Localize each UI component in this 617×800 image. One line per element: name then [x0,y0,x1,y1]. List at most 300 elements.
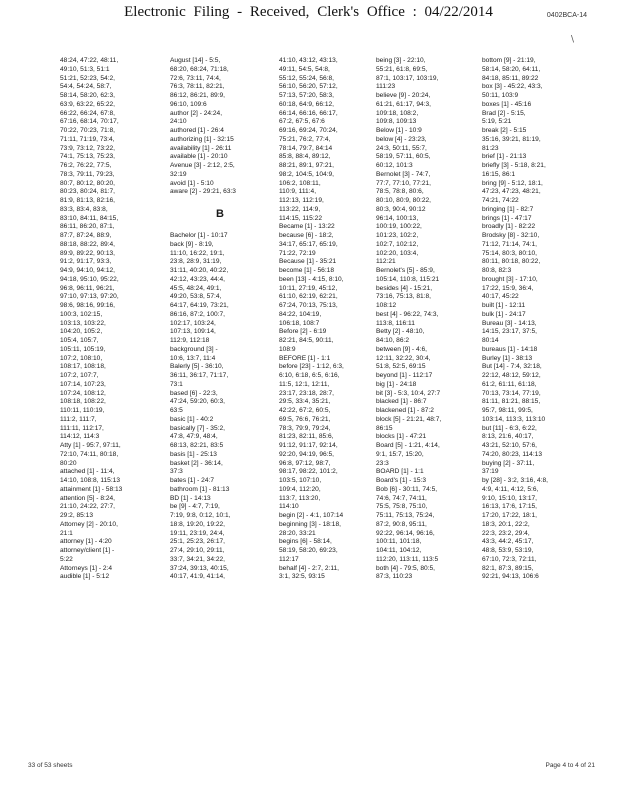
index-entry-line: 17:22, 15:9, 36:4, [482,284,534,292]
index-entry-line: bulk [1] - 24:17 [482,310,526,318]
index-entry-line: 35:16, 39:21, 81:19, [482,135,541,143]
index-entry-line: 22:3, 23:2, 29:4, [482,529,530,537]
index-entry-line: big [1] - 24:18 [376,380,417,388]
index-entry-line: Bob [6] - 30:11, 74:5, [376,485,438,493]
index-entry-line: 75:21, 76:2, 77:4, [279,135,331,143]
index-entry-line: box [3] - 45:22, 43:3, [482,83,543,91]
index-entry-line: 21:10, 24:22, 27:7, [60,503,115,511]
index-entry-line: Attorney [2] - 20:10, [60,520,118,528]
index-entry-line: 67:2, 67:5, 67:6 [279,118,325,126]
index-entry-line: 8:13, 21:6, 40:17, [482,433,534,441]
margin-mark: ∖ [569,34,575,44]
index-entry-line: 5:19, 5:21 [482,118,512,126]
index-entry-line: 66:14, 66:16, 66:17, [279,109,338,117]
index-entry-line: 63:9, 63:22, 65:22, [60,100,115,108]
index-entry-line: Brodsky [8] - 32:10, [482,232,540,239]
index-entry-line: 107:14, 107:23, [60,380,106,388]
index-entry-line: basis [1] - 25:13 [170,450,217,458]
index-entry-line: break [2] - 5:15 [482,127,527,134]
index-entry-line: 87:2, 90:8, 95:11, [376,520,427,528]
header-word: : [412,4,417,20]
index-entry-line: bring [9] - 5:12, 18:1, [482,179,543,187]
index-entry-line: 66:22, 66:24, 67:8, [60,109,115,117]
index-entry-line: Bureau [3] - 14:13, [482,319,537,327]
index-entry-line: 49:10, 51:3, 51:1 [60,65,110,73]
index-entry-line: 54:4, 54:24, 58:7, [60,83,112,91]
index-entry-line: BD [1] - 14:13 [170,494,211,502]
index-entry-line: attorney [1] - 4:20 [60,538,112,546]
index-entry-line: brought [3] - 17:10, [482,275,538,283]
index-entry-line: 111:23 [376,83,396,91]
index-entry-line: begins [6] - 58:14, [279,538,332,546]
index-entry-line: bates [1] - 24:7 [170,477,214,484]
index-entry-line: attainment [1] - 58:13 [60,485,123,493]
index-entry-line: BEFORE [1] - 1:1 [279,354,331,362]
index-entry-line: bringing [1] - 82:7 [482,205,534,213]
index-entry-line: 86:15 [376,424,393,432]
index-entry-line: 91:2, 91:17, 93:3, [60,258,112,266]
index-entry-line: 60:12, 101:3 [376,162,413,169]
index-entry-line: 3:1, 32:5, 93:15 [279,573,325,581]
index-entry-line: 74:20, 80:23, 114:13 [482,450,543,458]
header-word: Received, [249,4,310,20]
index-entry-line: block [5] - 21:21, 48:7, [376,415,442,423]
index-entry-line: 50:11, 103:9 [482,92,519,99]
index-entry-line: 72:10, 74:11, 80:18, [60,450,119,458]
index-entry-line: 78:3, 79:11, 79:23, [60,170,115,178]
index-entry-line: 114:10 [279,503,299,511]
index-entry-line: 16:15, 86:1 [482,170,515,178]
index-entry-line: 105:4, 105:7, [60,337,99,344]
index-entry-line: 108:18, 108:22, [60,398,106,406]
index-entry-line: 18:8, 19:20, 19:22, [170,520,225,528]
index-entry-line: 76:3, 78:11, 82:21, [170,83,225,91]
index-entry-line: 108:12 [376,302,397,309]
index-entry-line: 69:16, 69:24, 70:24, [279,127,338,134]
index-entry-line: 107:2, 108:10, [60,354,103,362]
index-entry-line: Below [1] - 10:9 [376,127,422,134]
index-entry-line: 55:12, 55:24, 56:8, [279,74,334,82]
index-entry-line: 31:11, 40:20, 40:22, [170,267,229,274]
index-entry-line: been [13] - 4:15, 8:10, [279,275,344,283]
index-entry-line: broadly [1] - 82:22 [482,223,536,231]
index-entry-line: 107:24, 108:12, [60,389,106,397]
index-entry-line: beyond [1] - 112:17 [376,372,433,379]
index-entry-line: boxes [1] - 45:16 [482,100,532,108]
index-entry-line: 80:11, 80:18, 80:22, [482,258,541,266]
index-entry-line: 85:8, 88:4, 89:12, [279,153,331,161]
index-entry-line: 82:1, 87:3, 89:15, [482,564,534,572]
index-entry-line: 71:22, 72:19 [279,249,316,257]
index-entry-line: audible [1] - 5:12 [60,573,110,581]
index-entry-line: 47:23, 47:23, 48:21, [482,188,541,196]
index-entry-line: 91:12, 91:17, 92:14, [279,442,338,449]
index-entry-line: 81:23, 82:11, 85:6, [279,433,334,441]
index-entry-line: 34:17, 65:17, 65:19, [279,240,338,248]
index-entry-line: 78:5, 78:8, 80:6, [376,188,424,196]
index-entry-line: attached [1] - 11:4, [60,468,115,476]
index-entry-line: 67:16, 68:14, 70:17, [60,118,119,126]
index-entry-line: 22:12, 48:12, 59:12, [482,372,541,379]
index-entry-line: 41:10, 43:12, 43:13, [279,57,338,64]
index-entry-line: 42:22, 67:2, 60:5, [279,407,331,414]
index-entry-line: 111:2, 111:7, [60,415,97,423]
index-entry-line: 9:1, 15:7, 15:20, [376,450,424,458]
index-entry-line: 75:14, 80:3, 80:10, [482,249,537,257]
index-entry-line: avoid [1] - 5:10 [170,179,214,187]
index-entry-line: Attorneys [1] - 2:4 [60,564,113,572]
document-stamp: 0402BCA-14 [546,12,587,19]
index-entry-line: 102:7, 102:12, [376,240,419,248]
index-column [60,57,160,582]
index-entry-line: 80:7, 80:12, 80:20, [60,179,115,187]
index-entry-line: being [3] - 22:10, [376,57,426,64]
index-entry-line: 76:2, 76:22, 77:5, [60,162,112,169]
index-entry-line: 94:9, 94:10, 94:12, [60,267,115,274]
index-entry-line: 80:3, 90:4, 90:12 [376,205,426,213]
index-entry-line: 69:5, 76:6, 76:21, [279,415,331,423]
index-entry-line: believe [9] - 20:24, [376,92,431,99]
index-entry-line: But [14] - 7:4, 32:18, [482,363,542,371]
index-entry-line: 105:14, 110:8, 115:21 [376,275,440,283]
index-entry-line: 107:13, 109:14, [170,328,216,336]
index-entry-line: blacked [1] - 86:7 [376,398,427,406]
index-entry-line: 29:5, 33:4, 35:21, [279,398,331,406]
index-entry-line: briefly [3] - 5:18, 8:21, [482,162,546,169]
index-entry-line: 6:10, 6:18, 6:5, 6:16, [279,372,340,379]
index-entry-line: 73:9, 73:12, 73:22, [60,144,115,152]
index-entry-line: 61:10, 62:19, 62:21, [279,293,338,301]
index-entry-line: 80:8, 82:3 [482,267,512,274]
index-entry-line: 43:3, 44:2, 45:17, [482,538,534,546]
index-entry-line: 58:14, 58:20, 64:11, [482,65,541,73]
index-entry-line: 96:8, 96:11, 96:21, [60,284,115,292]
index-entry-line: 92:22, 96:14, 96:16, [376,529,435,537]
index-entry-line: 107:2, 107:7, [60,372,99,379]
index-entry-line: 17:20, 17:22, 18:1, [482,512,537,519]
index-entry-line: best [4] - 96:22, 74:3, [376,310,439,318]
index-entry-line: 80:20 [60,459,77,467]
index-entry-line: 56:10, 56:20, 57:12, [279,83,338,91]
index-entry-line: 25:1, 25:23, 26:17, [170,538,225,546]
index-column [376,57,476,582]
index-entry-line: 113:8, 116:11 [376,319,415,327]
index-entry-line: 60:18, 64:9, 66:12, [279,100,334,108]
index-entry-line: 24:10 [170,118,187,126]
index-entry-line: 112:21 [376,258,396,266]
index-entry-line: 84:18, 85:11, 89:22 [482,74,539,82]
index-entry-line: 108:17, 108:18, [60,363,106,371]
index-entry-line: 28:20, 33:21 [279,529,316,537]
index-entry-line: bathroom [1] - 81:13 [170,485,230,493]
index-entry-line: 24:3, 50:11, 55:7, [376,144,427,152]
index-column [279,57,379,582]
index-entry-line: 100:11, 101:18, [376,538,422,546]
index-entry-line: 23:8, 28:9, 31:19, [170,258,222,266]
index-entry-line: 14:10, 108:8, 115:13 [60,477,121,484]
index-entry-line: Before [2] - 6:19 [279,328,327,336]
page-range: Page 4 to 4 of 21 [545,762,595,769]
index-entry-line: 11:5, 12:1, 12:11, [279,380,330,388]
header-word: 04/22/2014 [424,4,493,20]
index-entry-line: Board's [1] - 15:3 [376,477,427,484]
index-entry-line: 104:20, 105:2, [60,328,103,336]
index-entry-line: 63:5 [170,407,183,414]
sheet-count: 33 of 53 sheets [28,762,73,769]
index-entry-line: buying [2] - 37:11, [482,459,535,467]
index-entry-line: 42:12, 43:23, 44:4, [170,275,225,283]
index-entry-line: 7:19, 9:8, 0:12, 10:1, [170,512,231,519]
index-entry-line: 73:16, 75:13, 81:8, [376,293,431,301]
index-entry-line: 109:4, 112:20, [279,485,321,493]
index-entry-line: 23:3 [376,459,389,467]
index-entry-line: 113:7, 113:20, [279,494,321,502]
index-entry-line: because [6] - 18:2, [279,232,334,239]
index-entry-line: attorney/client [1] - [60,547,115,554]
index-entry-line: 78:14, 79:7, 84:14 [279,144,333,152]
header-word: Filing [193,4,230,20]
index-entry-line: before [23] - 1:12, 6:3, [279,363,344,371]
index-entry-line: 87:3, 110:23 [376,573,413,581]
index-entry-line: 61:21, 61:17, 94:3, [376,100,431,108]
index-entry-line: 86:12, 86:21, 89:9, [170,92,225,99]
index-entry-line: Avenue [3] - 2:12, 2:5, [170,162,235,169]
index-entry-line: 92:21, 94:13, 106:6 [482,573,539,581]
index-entry-line: 80:14 [482,337,499,344]
index-entry-line: 27:4, 29:10, 29:11, [170,547,225,554]
index-entry-line: Brad [2] - 5:15, [482,109,526,117]
index-entry-line: 95:7, 98:11, 99:5, [482,407,533,414]
index-entry-line: 109:8, 109:13 [376,118,417,126]
index-entry-line: 61:2, 61:11, 61:18, [482,380,537,388]
index-entry-line: 114:15, 115:22 [279,214,323,222]
index-entry-line: Board [5] - 1:21, 4:14, [376,442,440,449]
index-entry-line: 40:17, 45:22 [482,293,519,301]
index-entry-line: 58:19, 57:11, 60:5, [376,153,431,161]
blank-line [170,197,270,206]
index-entry-line: Atty [1] - 95:7, 97:11, [60,442,121,449]
index-entry-line: 36:11, 36:17, 71:17, [170,372,229,379]
index-entry-line: blocks [1] - 47:21 [376,433,427,441]
index-entry-line: 75:5, 75:8, 75:10, [376,503,428,511]
index-entry-line: 94:18, 95:10, 95:22, [60,275,119,283]
index-entry-line: 87:7, 87:24, 88:9, [60,232,112,239]
index-entry-line: 92:20, 94:19, 96:5, [279,450,334,458]
header-word: Office [366,4,405,20]
index-entry-line: Bernolet's [5] - 85:9, [376,267,435,274]
index-entry-line: 84:10, 86:2 [376,337,409,344]
index-entry-line: available [1] - 20:10 [170,153,228,161]
index-entry-line: brings [1] - 47:17 [482,214,532,222]
index-entry-line: between [9] - 4:6, [376,345,427,353]
index-entry-line: 70:13, 73:14, 77:19, [482,389,541,397]
index-entry-line: bottom [9] - 21:19, [482,57,536,64]
blank-line [170,223,270,232]
index-entry-line: 40:17, 41:9, 41:14, [170,573,225,581]
index-entry-line: 105:11, 105:19, [60,345,106,353]
index-entry-line: 74:1, 75:13, 75:23, [60,153,115,161]
index-entry-line: 82:21, 84:5, 90:11, [279,337,334,344]
index-entry-line: 110:9, 111:4, [279,188,317,196]
index-entry-line: become [1] - 56:18 [279,267,334,274]
index-column [482,57,582,582]
index-entry-line: 68:20, 68:24, 71:18, [170,65,229,73]
index-entry-line: authored [1] - 26:4 [170,127,224,134]
index-entry-line: 57:13, 57:20, 58:3, [279,92,334,99]
index-entry-line: 74:21, 74:22 [482,197,519,204]
index-entry-line: 88:18, 88:22, 89:4, [60,240,115,248]
index-entry-line: 51:21, 52:23, 54:2, [60,74,115,82]
index-entry-line: Betty [2] - 48:10, [376,328,425,336]
index-entry-line: 68:13, 82:21, 83:5 [170,442,224,449]
index-entry-line: basically [7] - 35:2, [170,424,225,432]
index-entry-line: aware [2] - 29:21, 63:3 [170,188,236,196]
index-entry-line: 21:1 [60,529,73,537]
index-entry-line: 103:13, 103:22, [60,319,106,327]
index-entry-line: 111:11, 112:17, [60,424,104,432]
index-entry-line: author [2] - 24:24, [170,109,223,117]
index-entry-line: 112:20, 113:11, 113:5 [376,555,439,563]
index-entry-line: attention [5] - 8:24, [60,494,115,502]
index-entry-line: 96:10, 109:6 [170,100,207,108]
index-entry-line: by [28] - 3:2, 3:16, 4:8, [482,477,548,484]
index-entry-line: Because [1] - 35:21 [279,258,337,266]
index-entry-line: 102:20, 103:4, [376,249,419,257]
index-entry-line: August [14] - 5:5, [170,57,221,64]
index-entry-line: 100:3, 102:15, [60,310,103,318]
index-entry-line: 114:12, 114:3 [60,433,100,441]
index-entry-line: 80:10, 80:9, 80:22, [376,197,431,204]
index-entry-line: 10:11, 27:19, 45:12, [279,284,338,292]
index-entry-line: 81:11, 81:21, 88:15, [482,398,541,406]
index-entry-line: 96:8, 97:12, 98:7, [279,459,331,467]
index-entry-line: 55:21, 61:8, 69:5, [376,65,428,73]
index-entry-line: 49:11, 54:5, 54:8, [279,65,330,73]
index-entry-line: 49:20, 53:8, 57:4, [170,293,222,301]
index-entry-line: 83:3, 83:4, 83:8, [60,205,108,213]
index-entry-line: availability [1] - 26:11 [170,144,232,152]
index-entry-line: 86:11, 86:20, 87:1, [60,223,115,231]
index-entry-line: 96:14, 100:13, [376,214,419,222]
index-entry-line: 97:10, 97:13, 97:20, [60,293,119,301]
index-entry-line: 113:22, 114:9, [279,205,321,213]
index-entry-line: 87:1, 103:17, 103:19, [376,74,439,82]
index-entry-line: 101:23, 102:2, [376,232,419,239]
index-entry-line: 70:22, 70:23, 71:8, [60,127,115,134]
index-entry-line: 100:19, 100:22, [376,223,422,231]
index-entry-line: 5:22 [60,555,73,563]
index-entry-line: Burley [1] - 38:13 [482,354,533,362]
index-entry-line: 98:2, 104:5, 104:9, [279,170,334,178]
filing-header [0,4,617,21]
index-entry-line: 112:9, 112:18 [170,337,210,344]
index-entry-line: below [4] - 23:23, [376,135,427,143]
index-entry-line: 110:11, 110:19, [60,407,105,414]
index-entry-line: 12:11, 32:22, 30:4, [376,354,431,362]
index-entry-line: 109:18, 108:2, [376,109,419,117]
index-entry-line: basic [1] - 40:2 [170,415,214,423]
index-entry-line: 29:2, 85:13 [60,512,93,519]
index-entry-line: 43:21, 52:10, 57:6, [482,442,537,449]
index-entry-line: built [1] - 12:11 [482,302,526,309]
index-entry-line: 37:19 [482,468,499,476]
index-entry-line: besides [4] - 15:21, [376,284,433,292]
index-entry-line: Became [1] - 13:22 [279,223,335,231]
index-entry-line: Bachelor [1] - 10:17 [170,232,228,239]
index-entry-line: but [11] - 6:3, 6:22, [482,424,537,432]
index-entry-line: Bernolet [3] - 74:7, [376,170,431,178]
index-entry-line: both [4] - 79:5, 80:5, [376,564,436,572]
index-entry-line: 51:8, 52:5, 69:15 [376,363,426,371]
index-entry-line: 48:8, 53:9, 53:19, [482,547,534,554]
index-entry-line: background [3] - [170,345,218,353]
index-entry-line: blackened [1] - 87:2 [376,407,434,414]
index-entry-line: 83:10, 84:11, 84:15, [60,214,119,222]
header-word: Electronic [124,4,186,20]
index-entry-line: 71:11, 71:19, 73:4, [60,135,115,143]
index-entry-line: 16:13, 17:6, 17:15, [482,503,537,511]
index-entry-line: 74:6, 74:7, 74:11, [376,494,427,502]
index-entry-line: 47:24, 59:20, 60:3, [170,398,225,406]
index-entry-line: begin [2] - 4:1, 107:14 [279,512,344,519]
index-entry-line: 108:9 [279,345,296,353]
index-entry-line: 45:5, 48:24, 49:1, [170,284,222,292]
index-entry-line: 98:6, 98:16, 99:16, [60,302,115,309]
index-entry-line: 47:8, 47:9, 48:4, [170,433,218,441]
index-entry-line: 67:10, 72:3, 72:11, [482,555,537,563]
index-entry-line: 112:17 [279,555,299,563]
index-entry-line: 58:19, 58:20, 69:23, [279,547,338,554]
index-entry-line: 33:7, 34:21, 34:22, [170,555,225,563]
index-entry-line: 106:2, 108:11, [279,179,321,187]
index-entry-line: 18:3, 20:1, 22:2, [482,520,530,528]
index-entry-line: 37:3 [170,468,183,476]
index-entry-line: 48:24, 47:22, 48:11, [60,57,119,64]
index-entry-line: 81:23 [482,144,499,152]
index-entry-line: bureaus [1] - 14:18 [482,345,538,353]
index-entry-line: 86:16, 87:2, 100:7, [170,310,225,318]
header-word: - [237,4,243,20]
index-entry-line: 58:14, 58:20, 62:3, [60,92,115,99]
section-letter: B [216,207,224,220]
index-entry-line: 80:23, 80:24, 81:7, [60,188,115,196]
index-entry-line: 72:6, 73:11, 74:4, [170,74,221,82]
index-entry-line: 98:17, 98:22, 101:2, [279,468,338,476]
index-entry-line: authorizing [1] - 32:15 [170,135,234,143]
index-entry-line: bit [3] - 5:3, 10:4, 27:7 [376,389,441,397]
index-entry-line: 88:21, 89:1, 97:21, [279,162,334,169]
index-entry-line: 19:11, 23:19, 24:4, [170,529,225,537]
index-entry-line: 103:14, 113:3, 113:10 [482,415,546,423]
index-entry-line: 23:17, 23:18, 28:7, [279,389,334,397]
index-column [170,57,270,582]
index-entry-line: 14:15, 23:17, 37:5, [482,328,537,336]
index-entry-line: 84:22, 104:19, [279,310,322,318]
index-entry-line: 106:18, 108:7 [279,319,320,327]
index-entry-line: 10:6, 13:7, 11:4 [170,354,216,362]
index-entry-line: 71:12, 71:14, 74:1, [482,240,537,248]
index-entry-line: 104:11, 104:12, [376,547,422,554]
index-entry-line: 89:9, 89:22, 90:13, [60,249,115,257]
index-entry-line: 9:10, 15:10, 13:17, [482,494,537,502]
index-entry-line: BOARD [1] - 1:1 [376,468,424,476]
index-entry-line: 4:9, 4:11, 4:12, 5:6, [482,485,539,493]
index-entry-line: be [9] - 4:7, 7:19, [170,503,220,511]
index-entry-line: 67:24, 70:13, 75:13, [279,302,338,309]
index-entry-line: 37:24, 39:13, 40:15, [170,564,229,572]
index-entry-line: based [6] - 22:3, [170,389,218,397]
index-entry-line: beginning [3] - 18:18, [279,520,341,528]
